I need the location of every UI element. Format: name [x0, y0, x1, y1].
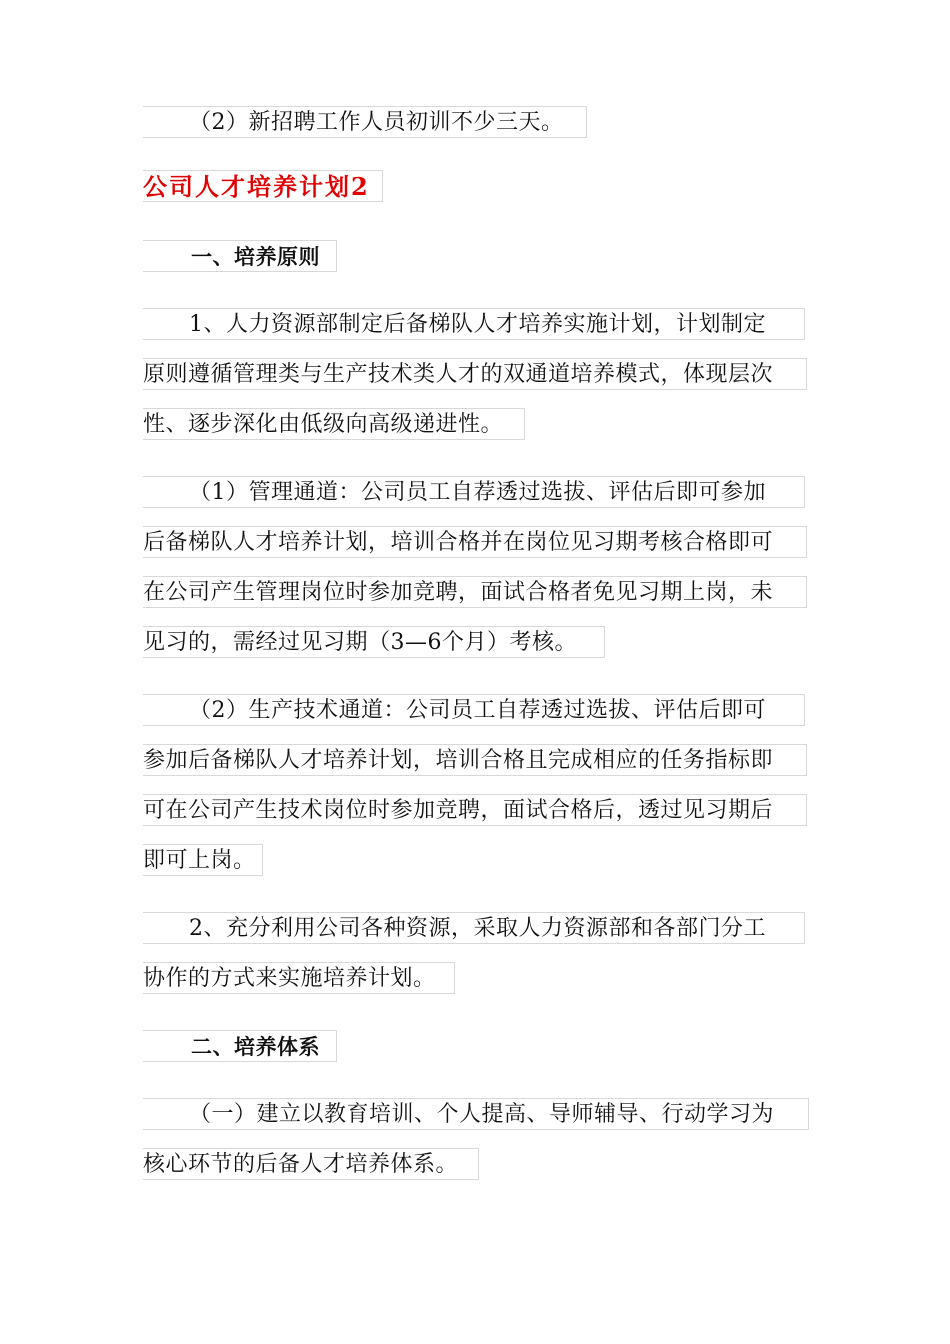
- paragraph-line: 核心环节的后备人才培养体系。: [143, 1148, 479, 1180]
- section-title: 公司人才培养计划2: [143, 170, 383, 202]
- paragraph-line: 原则遵循管理类与生产技术类人才的双通道培养模式，体现层次: [143, 358, 807, 390]
- subsection-heading: 二、培养体系: [143, 1030, 337, 1062]
- paragraph-line: 参加后备梯队人才培养计划，培训合格且完成相应的任务指标即: [143, 744, 807, 776]
- paragraph-line: 后备梯队人才培养计划，培训合格并在岗位见习期考核合格即可: [143, 526, 807, 558]
- paragraph-line: （1）管理通道：公司员工自荐透过选拔、评估后即可参加: [143, 476, 805, 508]
- paragraph-line: 性、逐步深化由低级向高级递进性。: [143, 408, 525, 440]
- paragraph-line: 协作的方式来实施培养计划。: [143, 962, 455, 994]
- subsection-heading: 一、培养原则: [143, 240, 337, 272]
- paragraph-line: 见习的，需经过见习期（3—6个月）考核。: [143, 626, 605, 658]
- paragraph-line: （2）新招聘工作人员初训不少三天。: [143, 106, 587, 138]
- paragraph-line: 在公司产生管理岗位时参加竞聘，面试合格者免见习期上岗，未: [143, 576, 807, 608]
- paragraph-line: （一）建立以教育培训、个人提高、导师辅导、行动学习为: [143, 1098, 809, 1130]
- paragraph-line: 2、充分利用公司各种资源，采取人力资源部和各部门分工: [143, 912, 805, 944]
- paragraph-line: 即可上岗。: [143, 844, 263, 876]
- paragraph-line: 可在公司产生技术岗位时参加竞聘，面试合格后，透过见习期后: [143, 794, 807, 826]
- paragraph-line: 1、人力资源部制定后备梯队人才培养实施计划，计划制定: [143, 308, 805, 340]
- paragraph-line: （2）生产技术通道：公司员工自荐透过选拔、评估后即可: [143, 694, 805, 726]
